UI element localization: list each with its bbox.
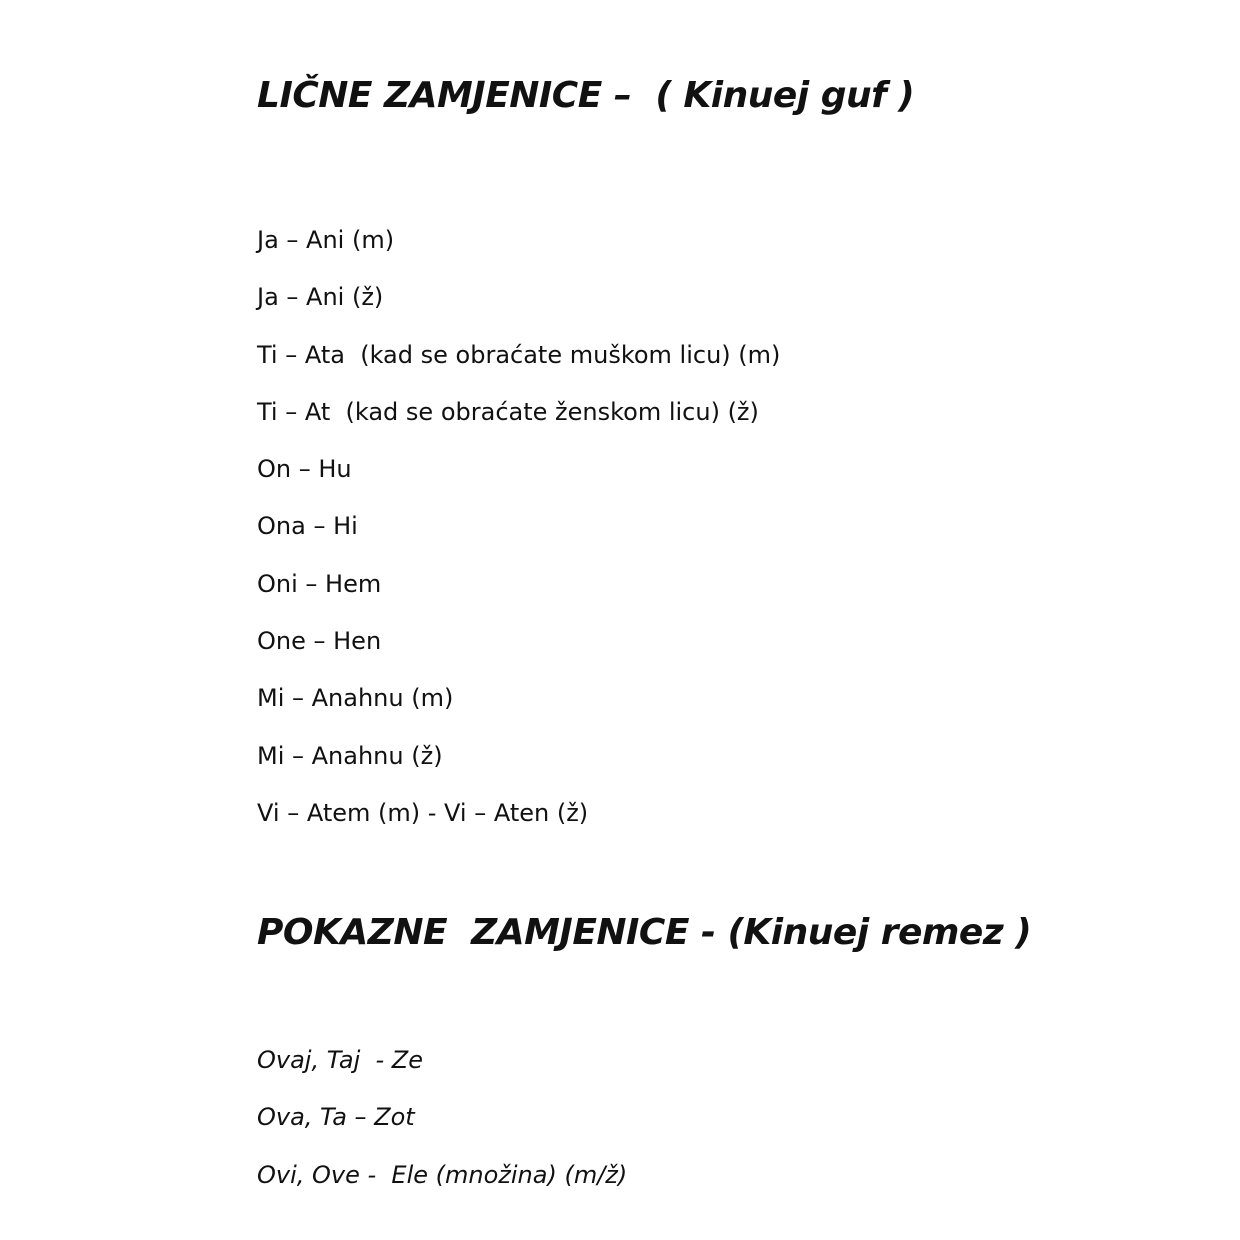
list-item: Oni – Hem bbox=[257, 569, 382, 598]
list-item: Ovaj, Taj - Ze bbox=[257, 1046, 423, 1074]
list-item: Ja – Ani (m) bbox=[257, 226, 395, 254]
list-item: One – Hen bbox=[257, 627, 382, 656]
section-heading-demonstrative-pronouns: POKAZNE ZAMJENICE - (Kinuej remez ) bbox=[257, 912, 1032, 953]
list-item: On – Hu bbox=[257, 455, 352, 484]
list-item: Ja – Ani (ž) bbox=[257, 283, 384, 312]
list-item: Mi – Anahnu (ž) bbox=[257, 741, 443, 770]
personal-pronouns-list bbox=[257, 224, 780, 854]
list-item: Ona – Hi bbox=[257, 512, 358, 541]
list-item: Mi – Anahnu (m) bbox=[257, 684, 454, 713]
list-item: Ova, Ta – Zot bbox=[257, 1103, 415, 1132]
list-item: Vi – Atem (m) - Vi – Aten (ž) bbox=[257, 798, 589, 827]
list-item: Ovi, Ove - Ele (množina) (m/ž) bbox=[257, 1160, 628, 1189]
list-item: Ti – Ata (kad se obraćate muškom licu) (m) bbox=[257, 340, 781, 369]
demonstrative-pronouns-list bbox=[257, 1044, 627, 1216]
section-heading-personal-pronouns: LIČNE ZAMJENICE – ( Kinuej guf ) bbox=[257, 75, 915, 116]
list-item: Ti – At (kad se obraćate ženskom licu) (ž) bbox=[257, 397, 759, 426]
